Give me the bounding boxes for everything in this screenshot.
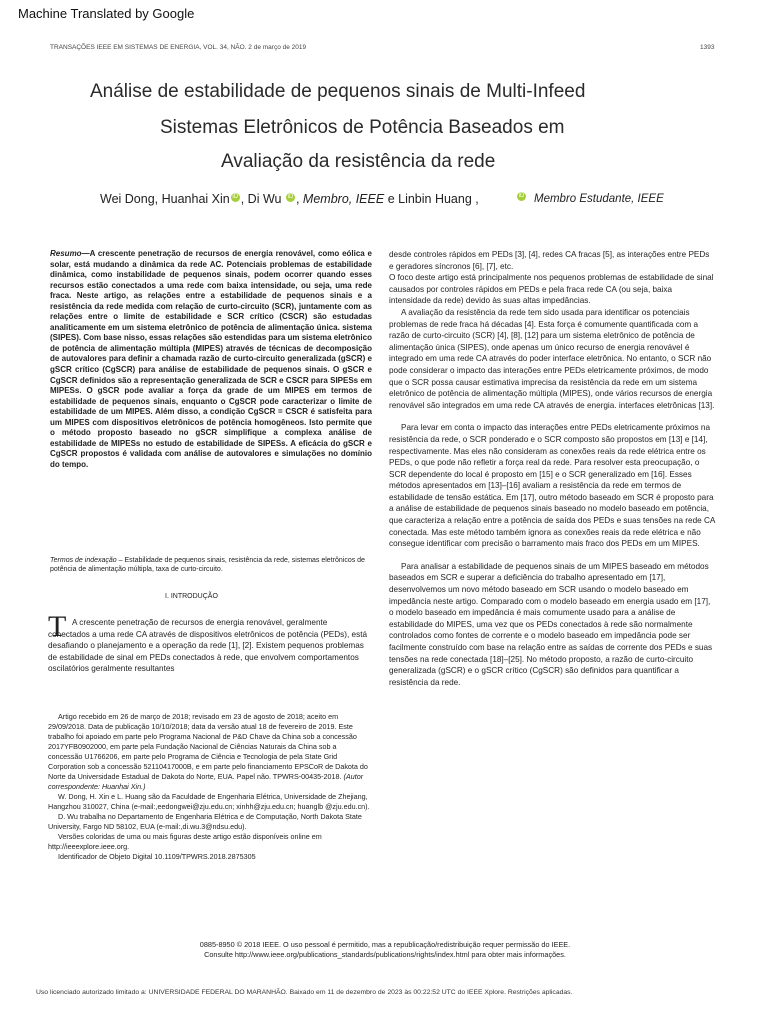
page-number: 1393 bbox=[700, 44, 715, 51]
footnote-doi: Identificador de Objeto Digital 10.1109/TPWRS.2018.2875305 bbox=[58, 852, 256, 861]
title-line-3: Avaliação da resistência da rede bbox=[221, 151, 496, 172]
title-line-1: Análise de estabilidade de pequenos sinais de Multi-Infeed bbox=[90, 81, 586, 102]
orcid-icon[interactable]: iD bbox=[232, 193, 239, 200]
authors-part-3: , bbox=[295, 192, 300, 206]
introduction-text: A crescente penetração de recursos de energia renovável, geralmente conectados a uma rede CA através de dispositivos eletrônicos de potência (PEDs), está desafiando o planejamento e a operação da rede [1], [2]. Existem pequenos problemas de estabilidade de sinal em PEDs conectados à rede, que envolvem comportamentos oscilatórios geralmente resultantes bbox=[48, 618, 368, 673]
author-line bbox=[100, 192, 664, 206]
abstract-text: A crescente penetração de recursos de energia renovável, como eólica e solar, está mudando a dinâmica da rede AC. Potenciais problemas de estabilidade dinâmica, como instabilidade de pequenos sinais, podem ocorrer quando esses recursos estão conectados a uma rede com baixa intensidade, ou seja, uma rede fraca. Neste artigo, as relações entre a estabilidade de pequenos sinais e a resistência da rede medida com relação de curto-circuito (SCR), juntamente com as relações entre o limite de estabilidade e SCR crítico (CSCR) são estudadas analiticamente em um sistema eletrônico de potência de alimentação única. sistema (SIPES). Com base nisso, essas relações são estendidas para um sistema eletrônico de potência de alimentação múltipla (MIPES) através de técnicas de decomposição de autovalores para definir a chamada razão de curto-circuito generalizada (gSCR) e gSCR crítico (CgSCR) para análise de estabilidade de pequenos sinais. O gSCR e CgSCR definidos são a representação generalizada de SCR e CSCR para SIPESs em MIPESs. O gSCR pode avaliar a força da grade de um MIPES em termos de estabilidade de pequenos sinais, enquanto o CgSCR pode caracterizar o limite de estabilidade de um MIPES. Além disso, a condição CgSCR = CSCR é satisfeita para um MIPES com dispositivos eletrônicos de potência homogêneos. Isto permite que o método proposto baseado no gSCR simplifique a complexa análise de estabilidade de MIPESs no estudo de estabilidade de SIPESs. A eficácia do gSCR e CgSCR propostos é validada com análise de autovalores e simulações no domínio do tempo. bbox=[50, 249, 372, 469]
paragraph: Para levar em conta o impacto das interações entre PEDs eletricamente próximos na resistência da rede, o SCR ponderado e o SCR composto são propostos em [13] e [14], respectivamente. Mas eles não consideram as conexões reais da rede elétrica entre os PEDs, o que pode não refletir a força real da rede. Para resolver esta preocupação, o SCR dependente do local é proposto em [15] e o SCR generalizado em [16]. Esses métodos apresentados em [13]–[16] avaliam a resistência da rede em termos de estabilidade de tensão estática. Em [17], outro método baseado em SCR é proposto para a análise de estabilidade de pequenos sinais baseado no modelo baseado em potência, que caracteriza a relação entre a potência de saída dos PEDs e suas tensões na rede CA conectada. Mas este método também ignora as conexões reais da rede elétrica e não consegue identificar com precisão o barramento mais fraco dos PEDs em um MIPES. bbox=[389, 423, 715, 549]
running-header: TRANSAÇÕES IEEE EM SISTEMAS DE ENERGIA, VOL. 34, NÃO. 2 de março de 2019 bbox=[50, 44, 307, 51]
copyright-notice: 0885-8950 © 2018 IEEE. O uso pessoal é permitido, mas a republicação/redistribuição requer permissão do IEEE. Consulte http://www.ieee.org/publications_standards/publications/rights/index.html para obter mais informações. bbox=[199, 940, 571, 959]
authors-part-1: Wei Dong, Huanhai Xin bbox=[100, 192, 230, 206]
author-membership-2: Membro Estudante, IEEE bbox=[534, 193, 664, 205]
orcid-icon[interactable]: iD bbox=[518, 193, 525, 199]
license-footer: Uso licenciado autorizado limitado a: UNIVERSIDADE FEDERAL DO MARANHÃO. Baixado em 11 de dezembro de 2023 às 00:22:52 UTC do IEEE Xplore. Restrições aplicadas. bbox=[36, 989, 573, 996]
footnote-affiliation-2: D. Wu trabalha no Departamento de Engenharia Elétrica e de Computação, North Dakota State University, Fargo ND 58102, EUA (e-mail:,di.wu.3@ndsu.edu). bbox=[48, 812, 362, 831]
footnote-color-figures: Versões coloridas de uma ou mais figuras deste artigo estão disponíveis online em http://ieeexplore.ieee.org. bbox=[48, 832, 322, 851]
drop-cap: T bbox=[48, 610, 67, 643]
footnotes bbox=[48, 712, 370, 862]
author-membership-1: Membro, IEEE bbox=[302, 192, 385, 206]
authors-part-2: , Di Wu bbox=[240, 192, 282, 206]
paragraph: Para analisar a estabilidade de pequenos sinais de um MIPES baseado em métodos baseados em SCR e superar a deficiência do trabalho apresentado em [17], desenvolvemos um novo método baseado em SCR usando o modelo baseado em impedância neste artigo. Comparado com o modelo baseado em energia usado em [17], o modelo baseado em impedância é mais comumente usado para a análise de estabilidade do MIPES, uma vez que os PEDs conectados à rede são normalmente controlados como fontes de corrente e o modelo baseado em impedância pode ser facilmente construído com base na relação entre as saídas de corrente dos PEDs e suas tensões na rede conectada [18]–[25]. No método proposto, a razão de curto-circuito generalizada (gSCR) e o gSCR crítico (CgSCR) são definidos para quantificar a resistência da rede. bbox=[389, 561, 713, 687]
index-terms-label: Termos de indexação – bbox=[50, 557, 123, 564]
footnote-corresponding: (Autor correspondente: Huanhai Xin.) bbox=[48, 772, 364, 791]
footnote-received: Artigo recebido em 26 de março de 2018; revisado em 23 de agosto de 2018; aceito em 29/09/2018. Data de publicação 10/10/2018; data da versão atual 18 de fevereiro de 2019. Este trabalho foi apoiado em parte pelo Programa Nacional de P&D Chave da China sob a concessão 2017YFB0902000, em parte pela Fundação Nacional de Ciências Naturais da China sob a concessão U1766206, em parte pelo Programa de Ciência e Tecnologia de pela State Grid Corporation sob a concessão 52110417000B, e em parte pelo financiamento EPSCoR de Dakota do Norte da Universidade Estadual de Dakota do Norte, EUA. Papel não. TPWRS-00435-2018. bbox=[48, 712, 368, 781]
authors-part-4: e Linbin Huang , bbox=[387, 192, 479, 206]
paragraph: desde controles rápidos em PEDs [3], [4], redes CA fracas [5], as interações entre PEDs e geradores síncronos [6], [7], etc. bbox=[389, 250, 710, 271]
abstract-label: Resumo— bbox=[50, 249, 90, 258]
paragraph: A avaliação da resistência da rede tem sido usada para identificar os potenciais problemas de rede fraca há décadas [4]. Esta força é comumente quantificada com a razão de curto-circuito (SCR) [4], [8], [12] para um sistema eletrônico de potência de alimentação única (SIPES), onde apenas um único recurso de energia renovável é integrado em uma rede CA através do poder interface eletrônica. No entanto, o SCR não pode considerar o impacto das interações entre PEDs eletricamente próximos, de modo que o SCR possa causar estimativa imprecisa da resistência da rede em um sistema eletrônico de potência de alimentação múltipla (MIPES), onde vários recursos de energia renovável são integrados em uma rede CA através de energia. interfaces eletrônicas [13]. bbox=[389, 307, 715, 410]
title-line-2: Sistemas Eletrônicos de Potência Baseados em bbox=[160, 117, 565, 138]
abstract bbox=[50, 249, 372, 470]
index-terms-text: Estabilidade de pequenos sinais, resistência da rede, sistemas eletrônicos de potência de alimentação múltipla, taxa de curto-circuito. bbox=[50, 557, 365, 574]
orcid-icon[interactable]: iD bbox=[287, 193, 294, 200]
section-heading-introduction: I. INTRODUÇÃO bbox=[165, 593, 218, 600]
right-column bbox=[389, 249, 715, 688]
paragraph: O foco deste artigo está principalmente nos pequenos problemas de estabilidade de sinal causados por controles rápidos em PEDs e pela fraca rede CA (ou seja, baixa intensidade da rede) devido às suas altas impedâncias. bbox=[389, 273, 714, 306]
footnote-affiliation-1: W. Dong, H. Xin e L. Huang são da Faculdade de Engenharia Elétrica, Universidade de Zhejiang, Hangzhou 310027, China (e-mail:,eedongwei@zju.edu.cn; xinhh@zju.edu.cn; huanglb @zju.edu.cn). bbox=[48, 792, 370, 811]
index-terms bbox=[50, 556, 372, 575]
machine-translation-banner: Machine Translated by Google bbox=[18, 6, 195, 21]
